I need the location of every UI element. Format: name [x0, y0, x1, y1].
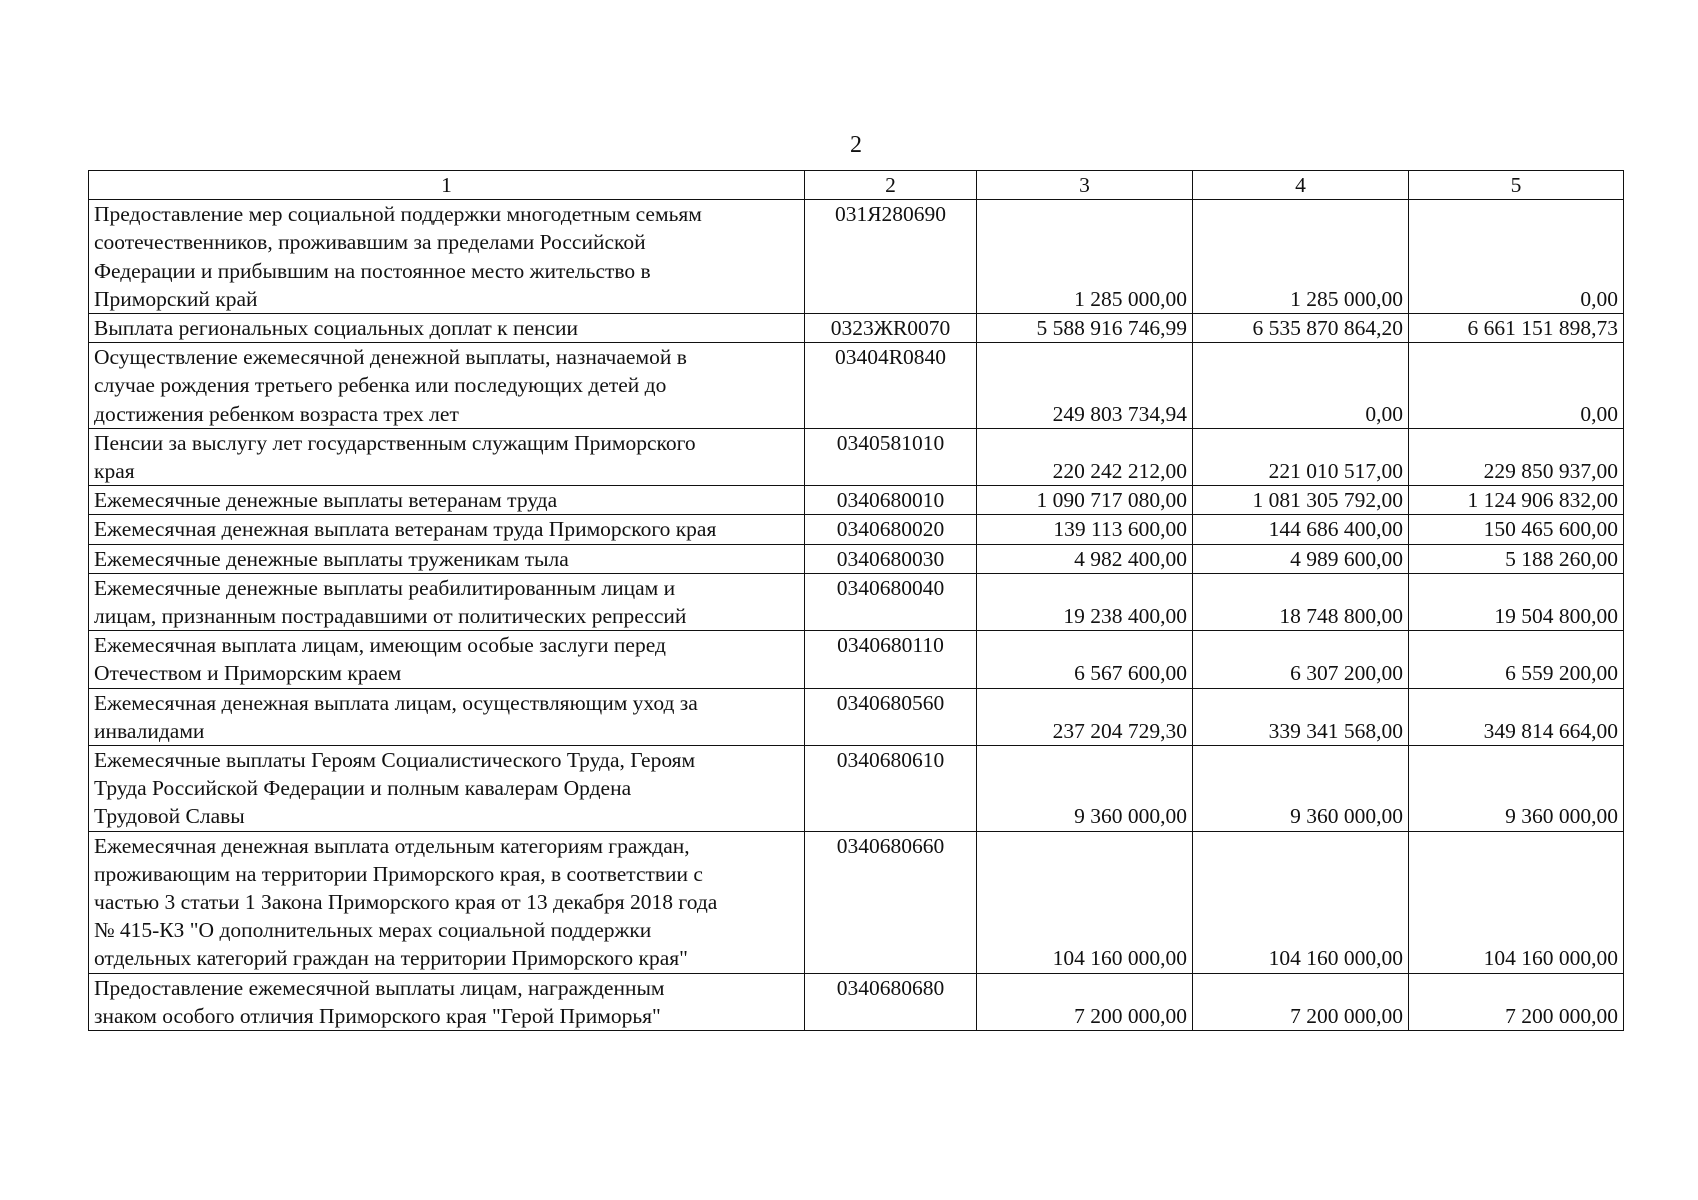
row-description [89, 428, 805, 485]
row-value-col4: 6 535 870 864,20 [1193, 314, 1409, 343]
row-value-col4: 9 360 000,00 [1193, 746, 1409, 832]
row-value-col5: 229 850 937,00 [1409, 428, 1624, 485]
row-description-text: Выплата региональных социальных доплат к пенсии [94, 316, 579, 341]
row-description-text: Осуществление ежемесячной денежной выплаты, назначаемой в случае рождения третьего ребенка или последующих детей до достижения ребенком возраста трех лет [94, 345, 687, 426]
row-description-text: Ежемесячные денежные выплаты ветеранам труда [94, 488, 558, 513]
row-description-text: Ежемесячная выплата лицам, имеющим особые заслуги перед Отечеством и Приморским краем [94, 633, 666, 686]
row-value-col5: 7 200 000,00 [1409, 973, 1624, 1030]
table-row [89, 515, 1624, 544]
row-code: 0323ЖR0070 [805, 314, 977, 343]
row-description-text: Ежемесячные денежные выплаты реабилитированным лицам и лицам, признанным пострадавшими от политических репрессий [94, 575, 687, 629]
table-row [89, 973, 1624, 1030]
column-header: 5 [1409, 171, 1624, 200]
row-code: 0340680660 [805, 831, 977, 973]
row-value-col4: 4 989 600,00 [1193, 544, 1409, 573]
row-code: 0340680560 [805, 688, 977, 745]
column-header: 2 [805, 171, 977, 200]
row-value-col5: 0,00 [1409, 343, 1624, 429]
row-code: 03404R0840 [805, 343, 977, 429]
table-row [89, 573, 1624, 630]
column-header: 4 [1193, 171, 1409, 200]
row-value-col3: 104 160 000,00 [977, 831, 1193, 973]
row-value-col3: 9 360 000,00 [977, 746, 1193, 832]
row-value-col5: 6 661 151 898,73 [1409, 314, 1624, 343]
row-value-col3: 4 982 400,00 [977, 544, 1193, 573]
row-description [89, 631, 805, 688]
table-row [89, 314, 1624, 343]
row-value-col4: 1 285 000,00 [1193, 200, 1409, 314]
row-description-text: Ежемесячная денежная выплата отдельным категориям граждан, проживающим на территории Приморского края, в соответствии с частью 3 статьи 1 Закона Приморского края от 13 декабря 2018 года № 415-КЗ "О дополнительных мерах социальной поддержки отдельных категорий граждан на территории Приморского края" [94, 833, 718, 971]
table-row [89, 688, 1624, 745]
row-value-col4: 144 686 400,00 [1193, 515, 1409, 544]
table-row [89, 486, 1624, 515]
column-header: 1 [89, 171, 805, 200]
page-number: 2 [850, 132, 862, 158]
row-value-col5: 150 465 600,00 [1409, 515, 1624, 544]
row-value-col3: 1 090 717 080,00 [977, 486, 1193, 515]
row-value-col5: 19 504 800,00 [1409, 573, 1624, 630]
row-description [89, 973, 805, 1030]
table-row [89, 831, 1624, 973]
row-value-col3: 19 238 400,00 [977, 573, 1193, 630]
row-value-col4: 18 748 800,00 [1193, 573, 1409, 630]
row-code: 0340680020 [805, 515, 977, 544]
table-header-row [89, 171, 1624, 200]
row-value-col5: 9 360 000,00 [1409, 746, 1624, 832]
row-value-col4: 221 010 517,00 [1193, 428, 1409, 485]
table-row [89, 746, 1624, 832]
row-value-col5: 5 188 260,00 [1409, 544, 1624, 573]
row-value-col4: 339 341 568,00 [1193, 688, 1409, 745]
table-row [89, 428, 1624, 485]
row-description [89, 200, 805, 314]
row-code: 0340680110 [805, 631, 977, 688]
row-description-text: Ежемесячные выплаты Героям Социалистического Труда, Героям Труда Российской Федерации и полным кавалерам Ордена Трудовой Славы [94, 748, 696, 829]
row-value-col3: 220 242 212,00 [977, 428, 1193, 485]
row-value-col3: 7 200 000,00 [977, 973, 1193, 1030]
row-code: 0340680040 [805, 573, 977, 630]
row-code: 0340680010 [805, 486, 977, 515]
row-value-col3: 139 113 600,00 [977, 515, 1193, 544]
row-description-text: Ежемесячная денежная выплата ветеранам труда Приморского края [94, 517, 717, 542]
row-value-col3: 237 204 729,30 [977, 688, 1193, 745]
row-code: 0340680680 [805, 973, 977, 1030]
row-value-col5: 6 559 200,00 [1409, 631, 1624, 688]
row-value-col5: 0,00 [1409, 200, 1624, 314]
budget-table [88, 170, 1624, 1031]
row-code: 0340680610 [805, 746, 977, 832]
row-code: 031Я280690 [805, 200, 977, 314]
row-value-col3: 6 567 600,00 [977, 631, 1193, 688]
table-row [89, 200, 1624, 314]
row-code: 0340581010 [805, 428, 977, 485]
row-value-col5: 349 814 664,00 [1409, 688, 1624, 745]
table-row [89, 631, 1624, 688]
row-value-col5: 1 124 906 832,00 [1409, 486, 1624, 515]
table-row [89, 544, 1624, 573]
row-description-text: Ежемесячная денежная выплата лицам, осуществляющим уход за инвалидами [94, 690, 698, 743]
row-value-col3: 1 285 000,00 [977, 200, 1193, 314]
row-value-col4: 0,00 [1193, 343, 1409, 429]
row-description-text: Пенсии за выслугу лет государственным служащим Приморского края [94, 430, 696, 484]
row-description-text: Ежемесячные денежные выплаты труженикам тыла [94, 546, 569, 571]
row-description [89, 688, 805, 745]
column-header: 3 [977, 171, 1193, 200]
row-description-text: Предоставление мер социальной поддержки многодетным семьям соотечественников, проживавшим за пределами Российской Федерации и прибывшим на постоянное место жительство в Приморский край [94, 202, 702, 311]
row-description [89, 831, 805, 973]
row-description [89, 314, 805, 343]
row-description [89, 343, 805, 429]
row-description [89, 573, 805, 630]
row-description [89, 486, 805, 515]
row-code: 0340680030 [805, 544, 977, 573]
row-value-col4: 6 307 200,00 [1193, 631, 1409, 688]
row-value-col3: 5 588 916 746,99 [977, 314, 1193, 343]
row-description-text: Предоставление ежемесячной выплаты лицам, награжденным знаком особого отличия Приморского края "Герой Приморья" [94, 975, 665, 1028]
row-value-col4: 104 160 000,00 [1193, 831, 1409, 973]
row-description [89, 544, 805, 573]
row-value-col3: 249 803 734,94 [977, 343, 1193, 429]
table-row [89, 343, 1624, 429]
row-description [89, 746, 805, 832]
row-value-col4: 1 081 305 792,00 [1193, 486, 1409, 515]
row-value-col5: 104 160 000,00 [1409, 831, 1624, 973]
row-value-col4: 7 200 000,00 [1193, 973, 1409, 1030]
row-description [89, 515, 805, 544]
